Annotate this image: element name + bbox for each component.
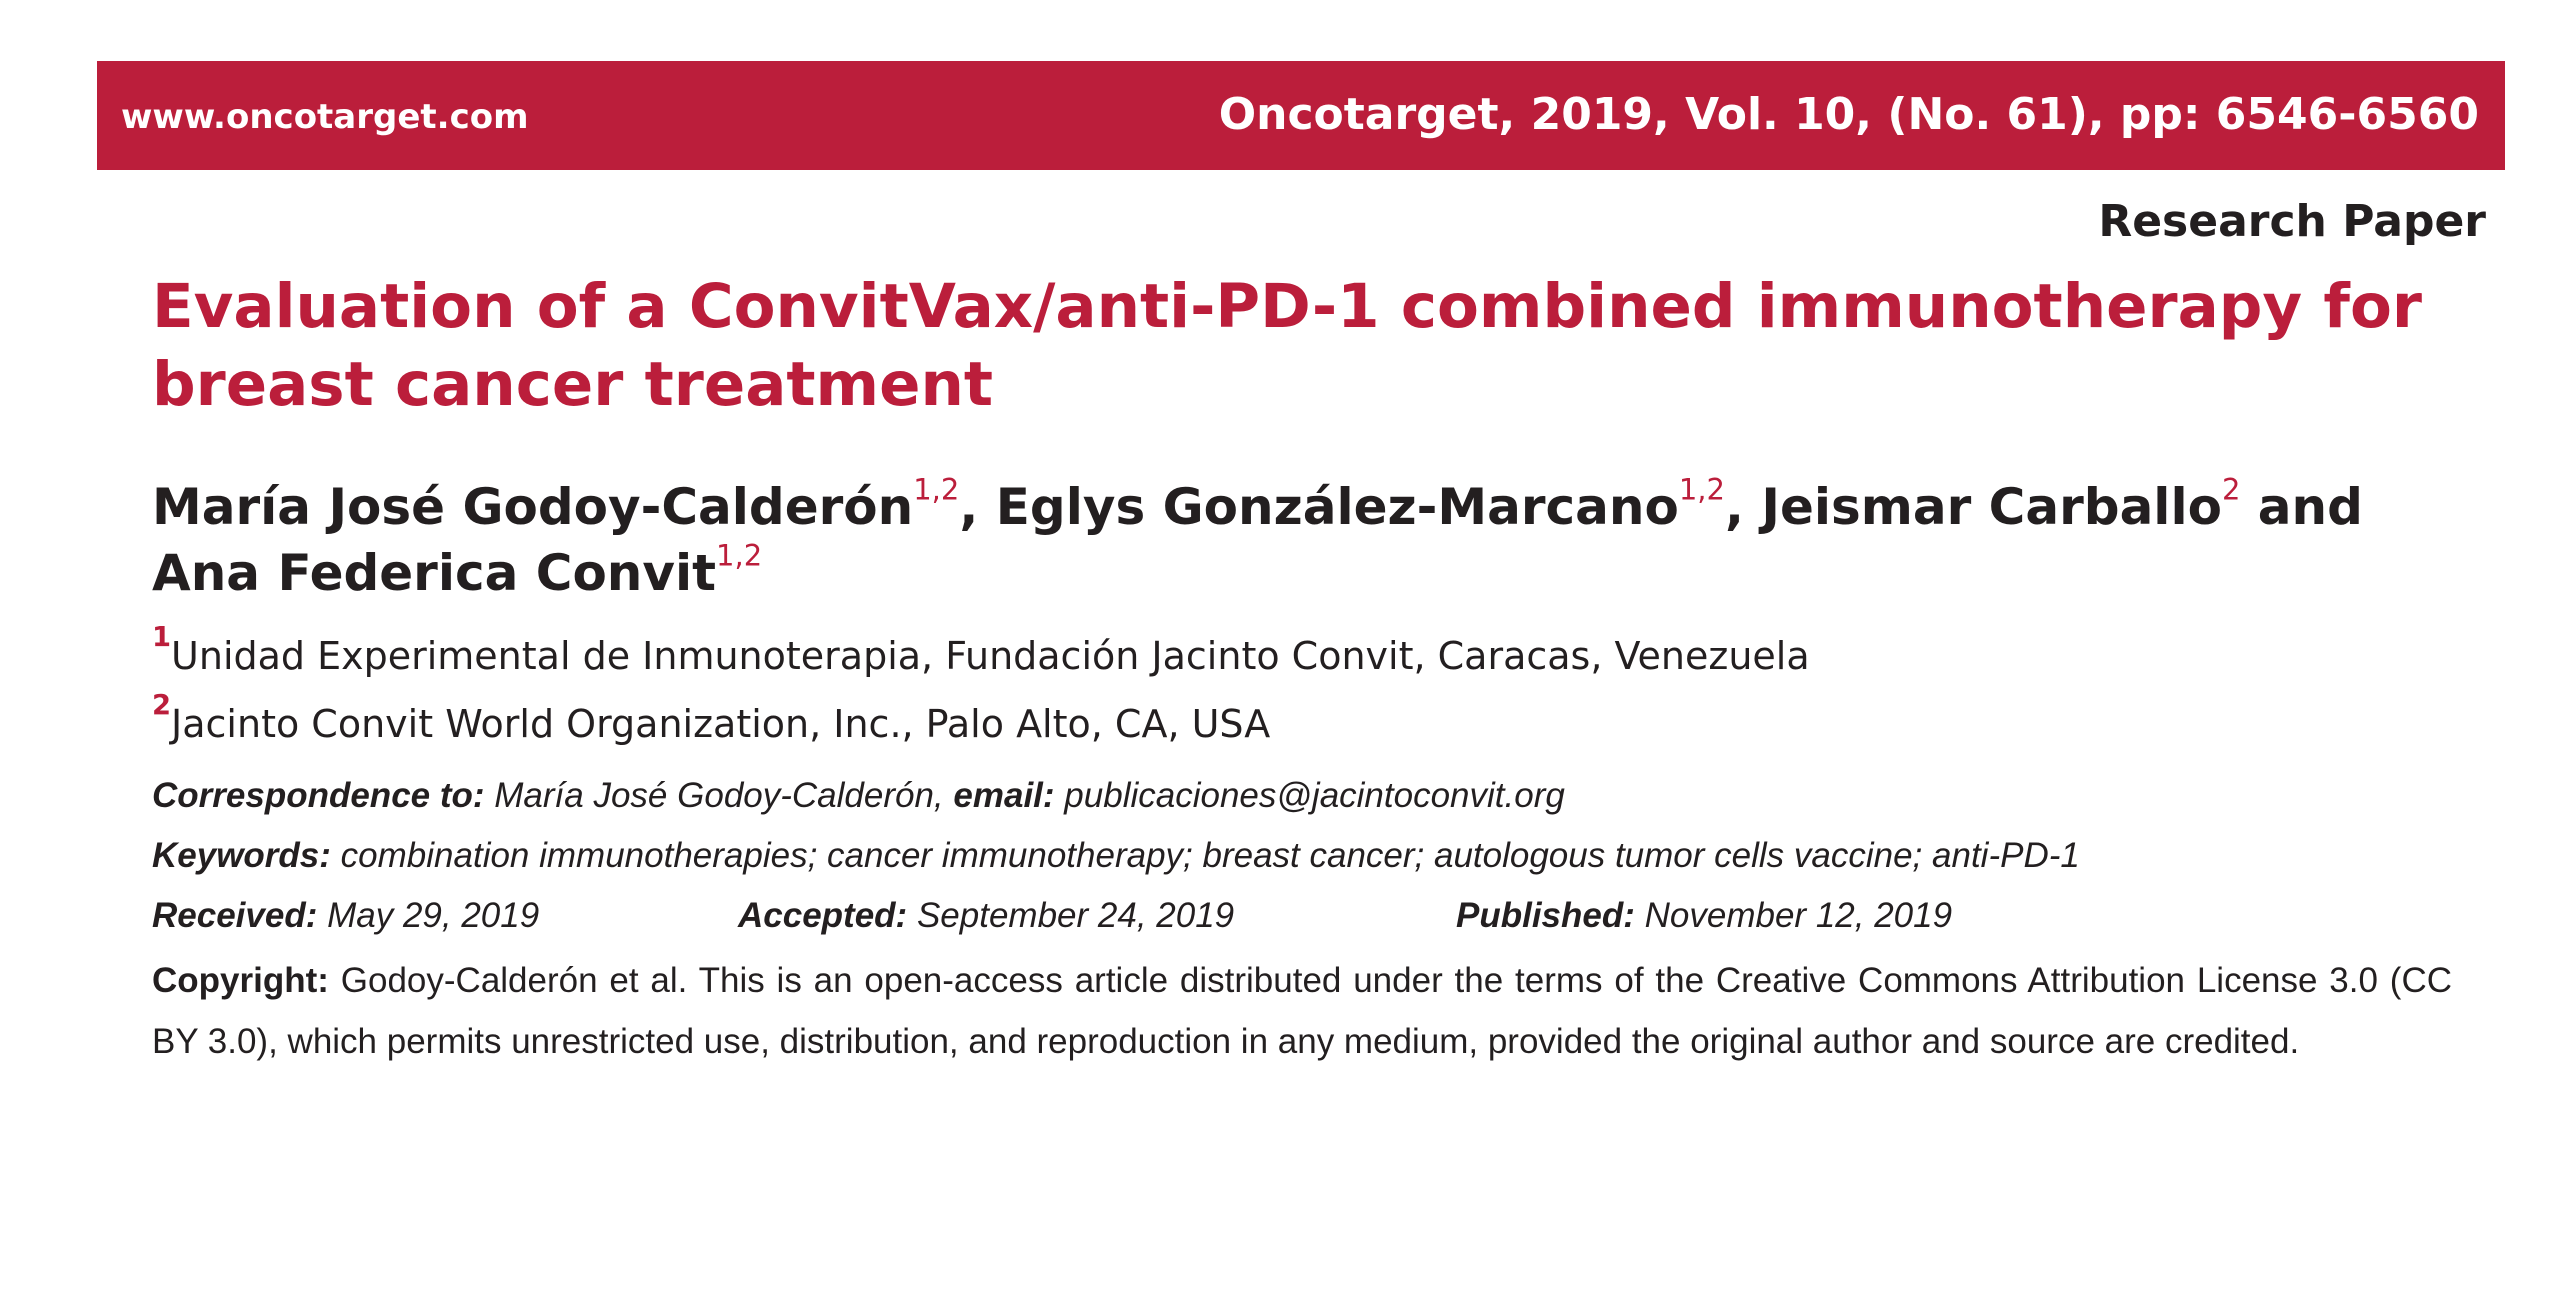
author-affiliation-marker: 2 [2221, 472, 2241, 507]
affiliation-number: 2 [152, 689, 172, 721]
affiliation-number: 1 [152, 621, 172, 653]
keywords-text: combination immunotherapies; cancer immunotherapy; breast cancer; autologous tumor cells vaccine; anti-PD-1 [340, 836, 2080, 875]
accepted-value: September 24, 2019 [916, 896, 1235, 935]
correspondence-line [152, 776, 1565, 816]
author-affiliation-marker: 1,2 [913, 472, 960, 507]
dates-line [152, 896, 2452, 940]
author-affiliation-marker: 1,2 [716, 538, 763, 573]
correspondence-label: Correspondence to: [152, 776, 485, 815]
accepted-date [738, 896, 1234, 936]
affiliation-text: Jacinto Convit World Organization, Inc., Palo Alto, CA, USA [171, 702, 1271, 746]
author-name: Ana Federica Convit [152, 544, 717, 602]
copyright-notice [152, 950, 2452, 1072]
received-date [152, 896, 539, 936]
author-separator: , [959, 478, 996, 536]
received-label: Received: [152, 896, 318, 935]
email-link[interactable]: publicaciones@jacintoconvit.org [1064, 776, 1565, 815]
copyright-label: Copyright: [152, 961, 329, 1000]
affiliation-1 [152, 621, 1810, 678]
email-label: email: [953, 776, 1055, 815]
author-affiliation-marker: 1,2 [1678, 472, 1725, 507]
received-value: May 29, 2019 [327, 896, 540, 935]
author-list [152, 474, 2452, 606]
keywords-label: Keywords: [152, 836, 331, 875]
copyright-text: Godoy-Calderón et al. This is an open-access article distributed under the terms of the Creative Commons Attribution License 3.0 (CC BY 3.0), which permits unrestricted use, distribution, and reproduction in any medium, provided the original author and source are credited. [152, 961, 2453, 1061]
correspondence-name: María José Godoy-Calderón, [494, 776, 944, 815]
paper-title: Evaluation of a ConvitVax/anti-PD-1 combined immunotherapy for breast cancer treatment [152, 271, 2422, 420]
affiliation-2 [152, 689, 1271, 746]
published-label: Published: [1456, 896, 1635, 935]
author-separator: and [2240, 478, 2363, 536]
journal-banner [97, 61, 2505, 170]
author-separator: , [1724, 478, 1762, 536]
keywords-line [152, 836, 2080, 876]
author-name: María José Godoy-Calderón [152, 478, 914, 536]
affiliation-text: Unidad Experimental de Inmunoterapia, Fundación Jacinto Convit, Caracas, Venezuela [171, 634, 1810, 678]
paper-type: Research Paper [2098, 196, 2486, 247]
journal-website-link[interactable]: www.oncotarget.com [121, 97, 529, 137]
published-value: November 12, 2019 [1644, 896, 1953, 935]
author-name: Jeismar Carballo [1761, 478, 2222, 536]
journal-citation: Oncotarget, 2019, Vol. 10, (No. 61), pp: 6546-6560 [1218, 89, 2479, 140]
author-name: Eglys González-Marcano [995, 478, 1679, 536]
published-date [1456, 896, 1952, 936]
accepted-label: Accepted: [738, 896, 908, 935]
